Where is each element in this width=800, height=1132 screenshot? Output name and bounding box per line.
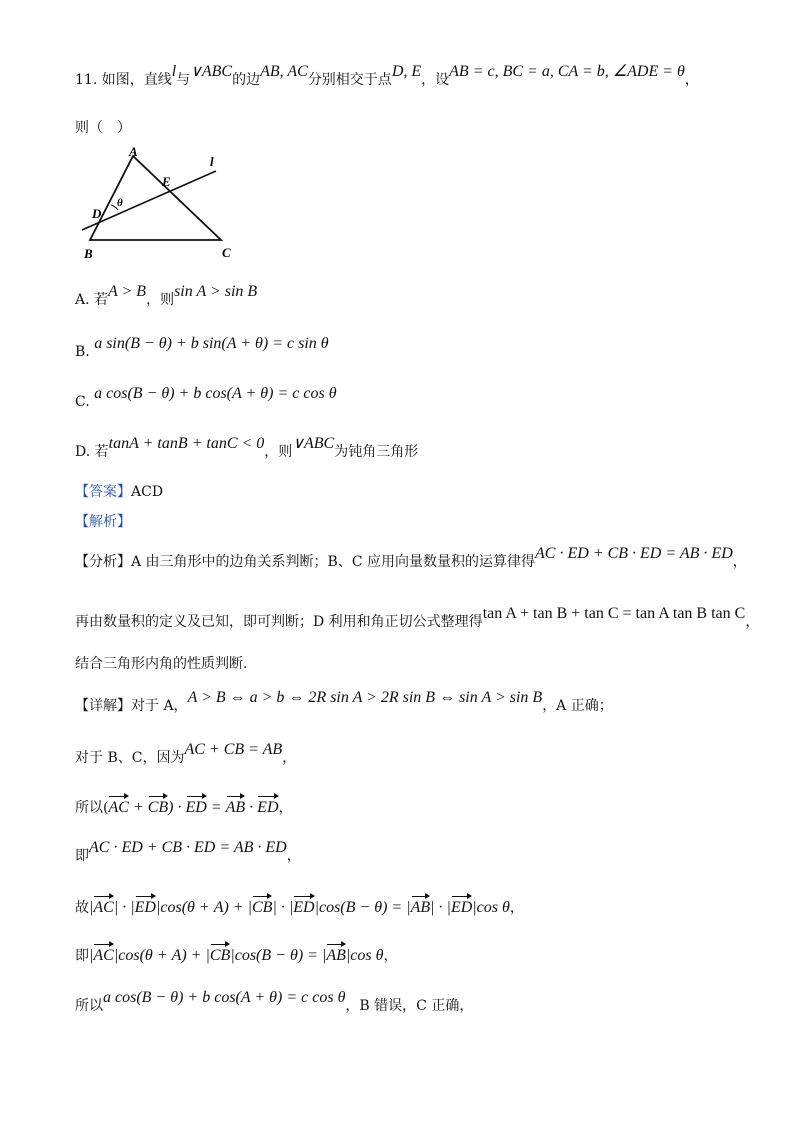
option-b-math: a sin(B − θ) + b sin(A + θ) = c sin θ: [94, 335, 329, 352]
detail-math-2: AC + CB = AB: [184, 741, 283, 758]
detail-comma-5: ，: [509, 900, 524, 916]
vector-ab-3: AB: [326, 947, 346, 964]
detail-line-3: [75, 798, 293, 818]
option-d-math-2: ∨ABC: [292, 435, 335, 452]
abs-mid-3: | · |: [272, 899, 294, 916]
detail-comma-2: ，: [282, 750, 297, 766]
math-triangle: ∨ABC: [190, 63, 233, 80]
vector-ed-4: ED: [293, 899, 315, 916]
analysis-label: 【分析】: [75, 554, 131, 570]
option-d: [75, 435, 419, 462]
dot-sign: ·: [245, 799, 258, 816]
analysis-text-2: 再由数量积的定义及已知，即可判断；D 利用和角正切公式整理得: [75, 614, 483, 630]
triangle-figure: [78, 146, 258, 266]
stem-text-5: ，设: [421, 72, 450, 88]
detail-text-s2: 对于 B、C，因为: [75, 750, 185, 766]
vector-ac: AC: [108, 799, 129, 816]
detail-line-5: [75, 898, 524, 918]
vector-ab: AB: [225, 799, 246, 816]
detail-comma-3: ，: [278, 800, 293, 816]
detail-text-1: 对于 A，: [131, 698, 188, 714]
detail-label: 【详解】: [75, 698, 131, 714]
abs6-end: |cos θ: [345, 947, 384, 964]
option-c: [75, 385, 337, 412]
detail-comma-4: ，: [286, 848, 301, 864]
option-d-end: 为钝角三角形: [334, 444, 419, 460]
detail-math-1: A > B ⇔ a > b ⇔ 2R sin A > 2R sin B ⇔ sin A > sin B: [187, 689, 543, 706]
vector-ed-3: ED: [134, 899, 156, 916]
detail-math-4: AC · ED + CB · ED = AB · ED: [89, 839, 287, 856]
analysis-line-1: [75, 545, 747, 572]
option-c-math: a cos(B − θ) + b cos(A + θ) = c cos θ: [94, 385, 337, 402]
stem-text-3: 的边: [232, 72, 261, 88]
vector-cb-2: CB: [252, 899, 273, 916]
detail-math-7: a cos(B − θ) + b cos(A + θ) = c cos θ: [103, 989, 346, 1006]
option-b: [75, 335, 329, 362]
detail-line-2: [75, 741, 297, 768]
vector-ab-2: AB: [410, 899, 431, 916]
vector-cb: CB: [147, 799, 169, 816]
option-d-math-1: tanA + tanB + tanC < 0: [108, 435, 265, 452]
detail-line-1: [75, 689, 613, 716]
abs-mid-1: | · |: [113, 899, 135, 916]
stem-then: 则（ ）: [75, 120, 131, 136]
vector-cb-3: CB: [209, 947, 231, 964]
label-e: E: [162, 174, 171, 189]
abs-mid-5: | · |: [430, 899, 451, 916]
stem-text-1: 如图，直线: [101, 72, 172, 88]
stem-text-2: 与: [176, 72, 191, 88]
label-c: C: [222, 245, 231, 260]
option-a-mid: ，则: [146, 292, 175, 308]
detail-text-s6: 即: [75, 948, 89, 964]
abs-mid-2: |cos(θ + A) + |: [155, 899, 252, 916]
option-b-label: B.: [75, 344, 90, 360]
label-d: D: [92, 206, 102, 221]
detail-comma-6: ，: [383, 948, 398, 964]
close-paren: ) ·: [168, 799, 186, 816]
detail-text-7: ，B 错误，C 正确，: [345, 998, 474, 1014]
vector-ac-3: AC: [93, 947, 114, 964]
stem-text-6: ，: [684, 72, 699, 88]
detail-line-4: [75, 839, 301, 866]
option-d-label: D. 若: [75, 444, 109, 460]
option-a: [75, 283, 258, 310]
option-a-label: A. 若: [75, 292, 109, 308]
analysis-line-3: 结合三角形内角的性质判断.: [75, 656, 248, 672]
detail-text-s5: 故: [75, 900, 89, 916]
label-theta: θ: [117, 197, 123, 209]
option-c-label: C.: [75, 394, 90, 410]
question-stem: [75, 63, 699, 90]
math-sides: AB, AC: [260, 63, 308, 80]
line-l: [82, 171, 216, 230]
vector-ed: ED: [185, 799, 207, 816]
option-a-math-1: A > B: [108, 283, 147, 300]
math-line-l: l: [171, 63, 177, 80]
detail-text-s4: 即: [75, 848, 89, 864]
analysis-line-2: [75, 605, 760, 632]
detail-text-s7: 所以: [75, 998, 103, 1014]
abs-end: |cos θ: [472, 899, 510, 916]
math-points: D, E: [391, 63, 422, 80]
analysis-math-2: tan A + tan B + tan C = tan A tan B tan C: [482, 605, 746, 622]
stem-text-4: 分别相交于点: [307, 72, 392, 88]
option-a-math-2: sin A > sin B: [174, 283, 258, 300]
analysis-text-1: A 由三角形中的边角关系判断；B、C 应用向量数量积的运算律得: [131, 554, 536, 570]
detail-text-2: ，A 正确；: [542, 698, 613, 714]
answer-line: [75, 482, 163, 502]
analysis-comma-2: ，: [745, 614, 760, 630]
abs6-mid-2: |cos(B − θ) = |: [230, 947, 327, 964]
detail-line-7: [75, 989, 474, 1016]
label-a: A: [129, 146, 138, 159]
answer-value: ACD: [131, 484, 164, 500]
question-number: 11.: [75, 72, 98, 88]
abs-open-1: |: [89, 899, 94, 916]
answer-label: 【答案】: [75, 484, 131, 500]
analysis-math-1: AC · ED + CB · ED = AB · ED: [535, 545, 733, 562]
analysis-comma-1: ，: [732, 554, 747, 570]
vector-ed-2: ED: [257, 799, 279, 816]
vector-ed-5: ED: [450, 899, 473, 916]
equals-sign: =: [206, 799, 226, 816]
jiexi-label: 【解析】: [75, 514, 131, 530]
plus-sign: +: [128, 799, 148, 816]
abs-mid-4: |cos(B − θ) = |: [314, 899, 411, 916]
label-l: l: [210, 154, 214, 169]
abs6-open: |: [89, 947, 94, 964]
detail-text-s3: 所以(: [75, 800, 109, 816]
label-b: B: [84, 246, 93, 261]
math-definitions: AB = c, BC = a, CA = b, ∠ADE = θ: [449, 63, 685, 80]
abs6-mid-1: |cos(θ + A) + |: [113, 947, 210, 964]
vector-ac-2: AC: [93, 899, 114, 916]
option-d-mid: ，则: [264, 444, 293, 460]
detail-line-6: [75, 946, 397, 966]
